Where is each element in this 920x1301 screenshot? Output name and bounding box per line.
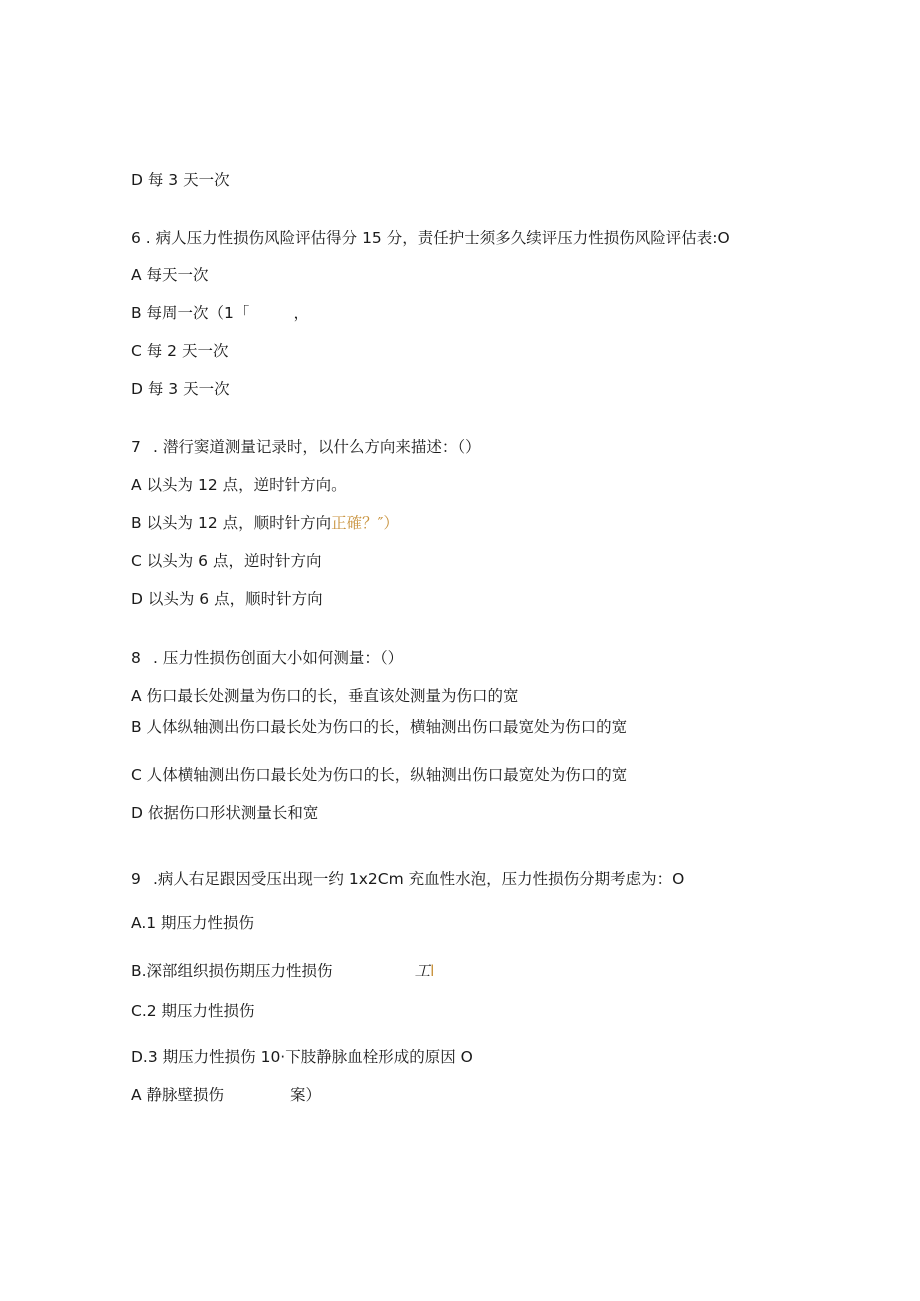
q7-option-c: C 以头为 6 点，逆时针方向 xyxy=(131,552,322,570)
q9-text: .病人右足跟因受压出现一约 1x2Cm 充血性水泡，压力性损伤分期考虑为：O xyxy=(153,870,685,888)
q10-option-a-text: A 静脉壁损伤 xyxy=(131,1086,225,1104)
q7-option-a: A 以头为 12 点，逆时针方向。 xyxy=(131,476,347,494)
q7-option-d: D 以头为 6 点，顺时针方向 xyxy=(131,590,323,608)
q6-option-b-text: B 每周一次（1「 xyxy=(131,304,250,322)
q6-question: 6 . 病人压力性损伤风险评估得分 15 分，责任护士须多久续评压力性损伤风险评估表:O xyxy=(131,229,730,247)
q8-option-b: B 人体纵轴测出伤口最长处为伤口的长，横轴测出伤口最宽处为伤口的宽 xyxy=(131,718,628,736)
q9-option-c: C.2 期压力性损伤 xyxy=(131,1002,255,1020)
q8-option-a: A 伤口最长处测量为伤口的长，垂直该处测量为伤口的宽 xyxy=(131,687,519,705)
q9-option-b-mark-2: l xyxy=(430,962,435,980)
q9-option-b-text: B.深部组织损伤期压力性损伤 xyxy=(131,962,333,980)
q8-number: 8 xyxy=(131,649,141,667)
q9-option-b-mark: 工 xyxy=(414,962,431,980)
q7-option-b-text: B 以头为 12 点，顺时针方向 xyxy=(131,514,332,532)
q8-question xyxy=(131,648,403,668)
q8-option-c: C 人体横轴测出伤口最长处为伤口的长，纵轴测出伤口最宽处为伤口的宽 xyxy=(131,766,628,784)
q7-number: 7 xyxy=(131,438,141,456)
q9-question xyxy=(131,869,684,889)
q6-option-b xyxy=(131,303,309,323)
q7-question xyxy=(131,437,481,457)
q8-option-d: D 依据伤口形状测量长和宽 xyxy=(131,804,319,822)
q10-option-a-tail: 案） xyxy=(290,1086,322,1104)
q9-option-d: D.3 期压力性损伤 10·下肢静脉血栓形成的原因 O xyxy=(131,1048,473,1066)
q10-option-a xyxy=(131,1085,321,1105)
q9-option-b xyxy=(131,961,434,981)
q7-text: . 潜行窦道测量记录时，以什么方向来描述：（） xyxy=(153,438,481,456)
q8-text: . 压力性损伤创面大小如何测量：（） xyxy=(153,649,404,667)
q9-number: 9 xyxy=(131,870,141,888)
q7-answer-note: 正確？″） xyxy=(331,514,399,532)
q6-option-a: A 每天一次 xyxy=(131,266,209,284)
q6-option-b-mark: ， xyxy=(293,304,309,322)
q6-option-d: D 每 3 天一次 xyxy=(131,380,230,398)
q6-option-c: C 每 2 天一次 xyxy=(131,342,229,360)
q9-option-a: A.1 期压力性损伤 xyxy=(131,914,255,932)
q7-option-b xyxy=(131,513,399,533)
q5-option-d: D 每 3 天一次 xyxy=(131,171,230,189)
